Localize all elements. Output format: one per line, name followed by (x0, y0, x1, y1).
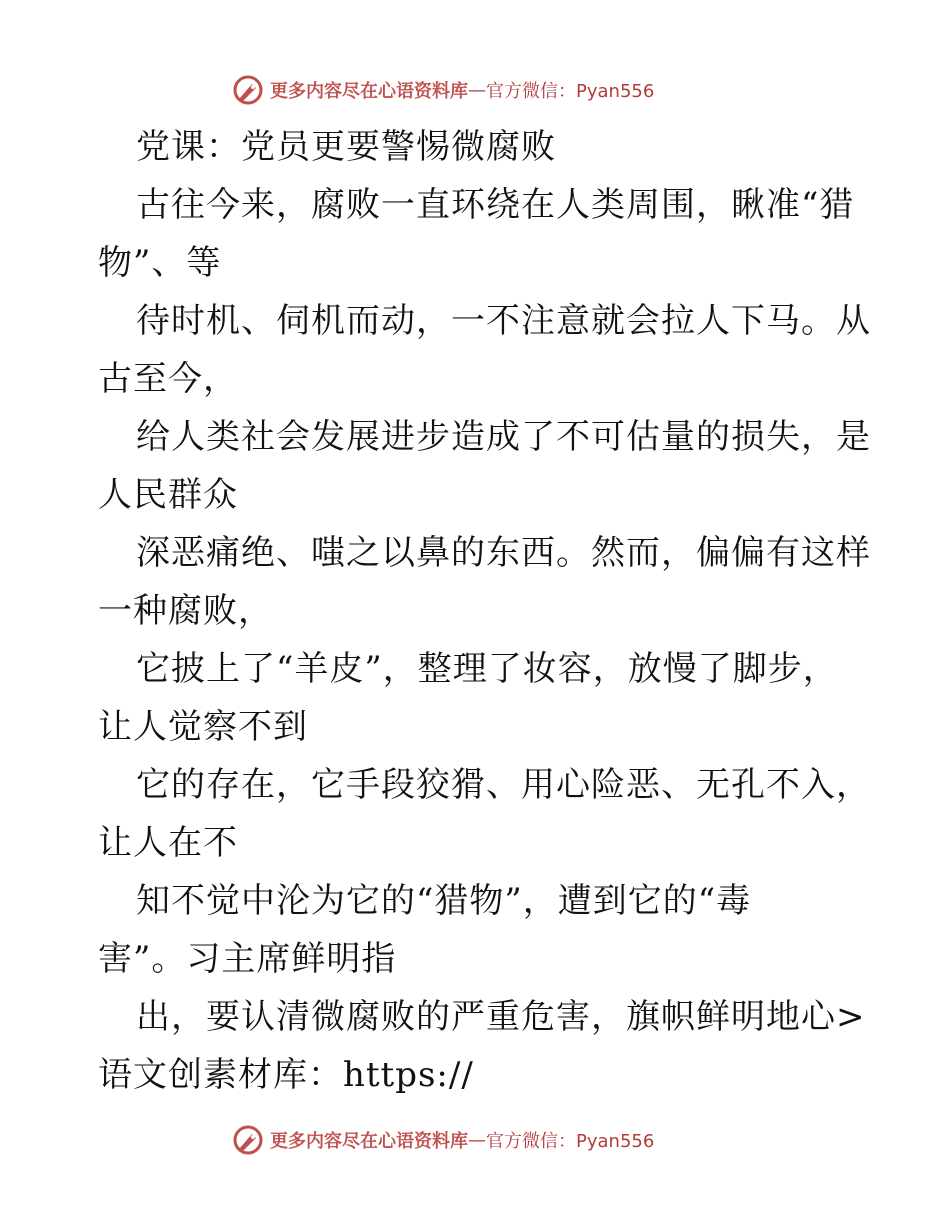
paragraph-line: 它的存在，它手段狡猾、用心险恶、无孔不入， (136, 765, 871, 805)
paragraph-line: 让人觉察不到 (98, 707, 308, 747)
paragraph-line: 一种腐败， (98, 591, 273, 631)
paragraph-line: 古至今， (98, 359, 238, 399)
paragraph-line: 出，要认清微腐败的严重危害，旗帜鲜明地心> (136, 997, 866, 1037)
footer-banner (232, 1122, 752, 1158)
header-banner (232, 72, 752, 108)
paragraph-line: 语文创素材库：https:// (98, 1055, 474, 1095)
paragraph-line: 人民群众 (98, 475, 238, 515)
paragraph-line: 待时机、伺机而动，一不注意就会拉人下马。从 (136, 301, 871, 341)
header-banner-wechat: 官方微信：Pyan556 (486, 81, 655, 102)
paragraph-line: 深恶痛绝、嗤之以鼻的东西。然而，偏偏有这样 (136, 533, 871, 573)
paragraph-line: 让人在不 (98, 823, 238, 863)
paragraph-line: 害”。习主席鲜明指 (98, 939, 397, 979)
header-banner-text: 更多内容尽在心语资料库 (270, 81, 468, 102)
document-body (98, 118, 871, 1104)
document-title: 党课：党员更要警惕微腐败 (136, 127, 556, 167)
pen-nib-logo-icon (232, 74, 264, 106)
paragraph-line: 古往今来，腐败一直环绕在人类周围，瞅准“猎 (136, 185, 855, 225)
paragraph-line: 知不觉中沦为它的“猎物”，遭到它的“毒 (136, 881, 752, 921)
pen-nib-logo-icon (232, 1124, 264, 1156)
paragraph-line: 它披上了“羊皮”，整理了妆容，放慢了脚步， (136, 649, 838, 689)
footer-banner-wechat: 官方微信：Pyan556 (486, 1131, 655, 1152)
header-banner-dash: — (468, 79, 486, 101)
paragraph-line: 物”、等 (98, 243, 222, 283)
footer-banner-dash: — (468, 1129, 486, 1151)
paragraph-line: 给人类社会发展进步造成了不可估量的损失，是 (136, 417, 871, 457)
footer-banner-text: 更多内容尽在心语资料库 (270, 1131, 468, 1152)
